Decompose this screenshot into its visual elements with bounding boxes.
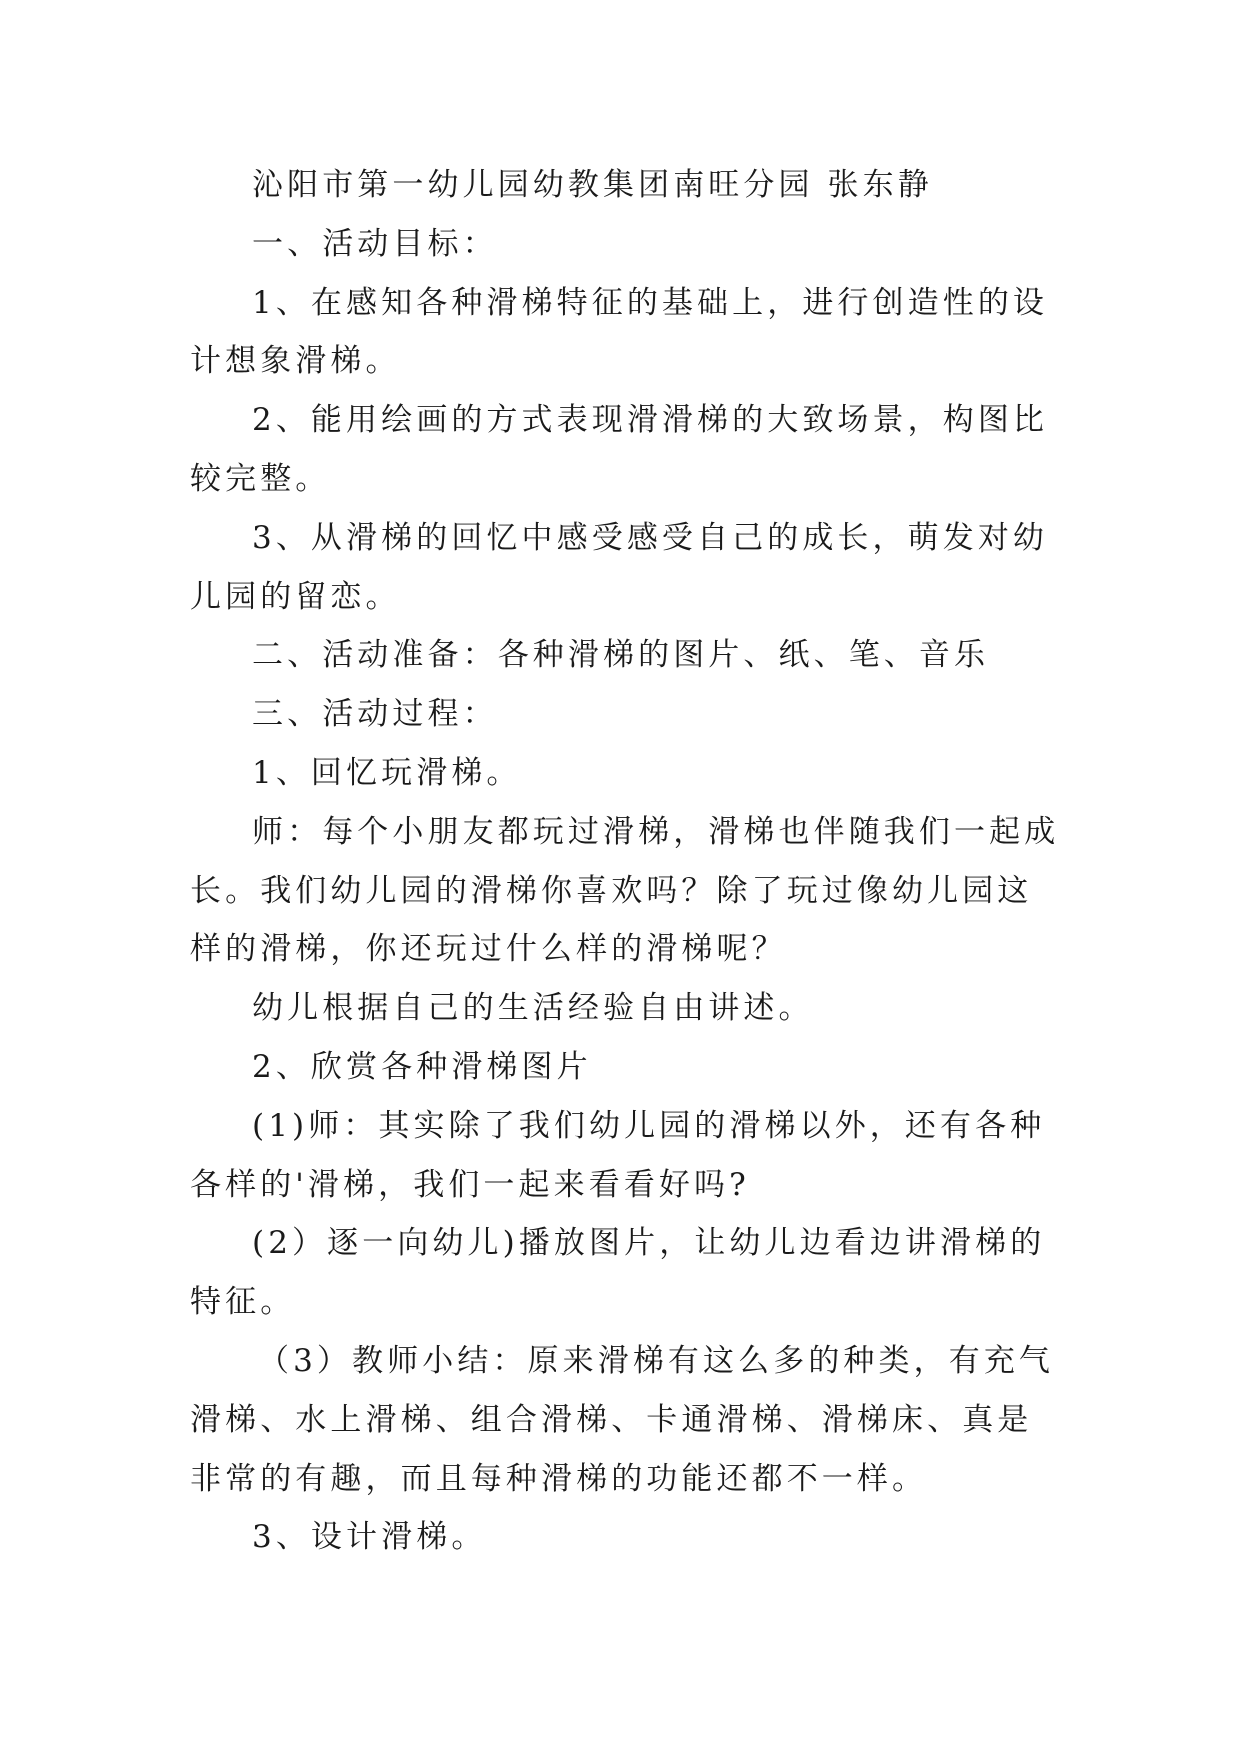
goal-item-3: 3、从滑梯的回忆中感受感受自己的成长，萌发对幼儿园的留恋。 <box>190 519 1049 615</box>
sub-step-1: (1)师：其实除了我们幼儿园的滑梯以外，还有各种各样的'滑梯，我们一起来看看好吗? <box>190 1107 1046 1203</box>
author-line: 沁阳市第一幼儿园幼教集团南旺分园 张东静 <box>252 167 933 203</box>
children-activity: 幼儿根据自己的生活经验自由讲述。 <box>252 990 814 1027</box>
section-heading-goals: 一、活动目标： <box>252 225 498 262</box>
section-heading-preparation: 二、活动准备：各种滑梯的图片、纸、笔、音乐 <box>252 637 990 674</box>
sub-step-2: (2）逐一向幼儿)播放图片，让幼儿边看边讲滑梯的特征。 <box>190 1225 1046 1321</box>
process-step-3: 3、设计滑梯。 <box>252 1519 487 1556</box>
document-body <box>190 156 1060 1567</box>
teacher-dialogue: 师：每个小朋友都玩过滑梯，滑梯也伴随我们一起成长。我们幼儿园的滑梯你喜欢吗？除了玩过像幼儿园这样的滑梯，你还玩过什么样的滑梯呢？ <box>190 813 1060 968</box>
goal-item-1: 1、在感知各种滑梯特征的基础上，进行创造性的设计想象滑梯。 <box>190 284 1049 380</box>
section-heading-process: 三、活动过程： <box>252 696 498 733</box>
process-step-2: 2、欣赏各种滑梯图片 <box>252 1048 592 1085</box>
sub-step-3: （3）教师小结：原来滑梯有这么多的种类，有充气滑梯、水上滑梯、组合滑梯、卡通滑梯、滑梯床、真是非常的有趣，而且每种滑梯的功能还都不一样。 <box>190 1342 1055 1497</box>
process-step-1: 1、回忆玩滑梯。 <box>252 754 522 791</box>
goal-item-2: 2、能用绘画的方式表现滑滑梯的大致场景，构图比较完整。 <box>190 402 1049 497</box>
